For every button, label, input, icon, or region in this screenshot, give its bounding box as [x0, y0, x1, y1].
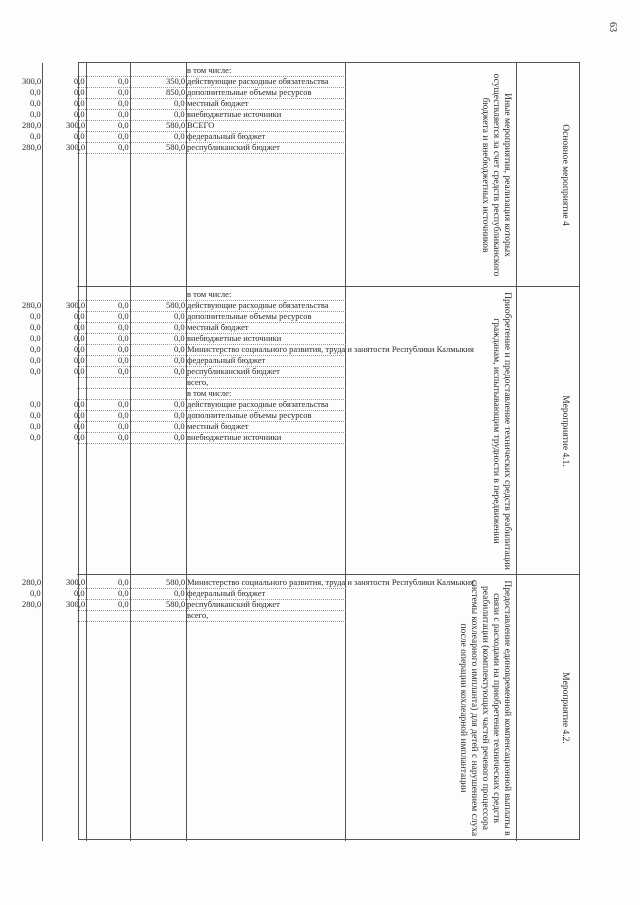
value-cell: 0,0: [30, 366, 41, 376]
value-cell: 0,0: [118, 432, 129, 442]
value-cell: 0,0: [74, 109, 85, 119]
funding-source: действующие расходные обязательства: [187, 399, 329, 409]
value-cell: 280,0: [21, 120, 41, 130]
value-cell: 0,0: [174, 355, 185, 365]
value-cell: 0,0: [74, 588, 85, 598]
funding-source: местный бюджет: [187, 98, 249, 108]
funding-source: действующие расходные обязательства: [187, 76, 329, 86]
funding-source: в том числе:: [187, 388, 232, 398]
value-cell: 0,0: [30, 344, 41, 354]
value-cell: 0,0: [74, 76, 85, 86]
activity-name: Мероприятие 4.1.: [560, 395, 570, 467]
value-cell: 0,0: [30, 432, 41, 442]
value-cell: 0,0: [174, 98, 185, 108]
value-cell: [0, 289, 43, 300]
column-line: [42, 63, 43, 841]
value-cell: 580,0: [165, 577, 185, 587]
value-cell: 0,0: [30, 333, 41, 343]
funding-source: дополнительные объемы ресурсов: [187, 87, 312, 97]
value-cell: 0,0: [118, 98, 129, 108]
value-cell: 0,0: [174, 410, 185, 420]
value-cell: 0,0: [74, 421, 85, 431]
funding-source: федеральный бюджет: [187, 588, 266, 598]
value-cell: 0,0: [118, 322, 129, 332]
funding-source: республиканский бюджет: [187, 142, 280, 152]
value-cell: 300,0: [65, 599, 85, 609]
value-cell: [43, 377, 87, 388]
value-cell: 0,0: [74, 333, 85, 343]
value-cell: 0,0: [118, 577, 129, 587]
value-cell: [131, 377, 187, 388]
funding-source: Министерство социального развития, труда и занятости Республики Калмыкия: [187, 344, 474, 354]
value-cell: 0,0: [118, 588, 129, 598]
column-line: [86, 63, 87, 841]
value-cell: 0,0: [174, 366, 185, 376]
value-cell: 0,0: [118, 76, 129, 86]
value-cell: 0,0: [118, 109, 129, 119]
value-cell: 350,0: [165, 76, 185, 86]
row-rule: [77, 153, 346, 154]
activity-name: Основное мероприятие 4: [560, 124, 570, 226]
funding-source: внебюджетные источники: [187, 333, 282, 343]
value-cell: [87, 289, 131, 300]
value-cell: 0,0: [174, 421, 185, 431]
value-cell: 300,0: [65, 120, 85, 130]
value-cell: 0,0: [118, 120, 129, 130]
value-cell: 280,0: [21, 577, 41, 587]
value-cell: 0,0: [74, 322, 85, 332]
value-cell: 280,0: [21, 142, 41, 152]
value-cell: 0,0: [30, 588, 41, 598]
value-cell: 0,0: [174, 131, 185, 141]
activity-description: Предоставление единовременной компенсационной выплаты в связи с расходами на приобретение технических средств реабилитации (комплектующих частей речевого процессора системы кохлеарного импланта) для детей с нарушением слуха после операции кохлеарной имплантации: [458, 579, 512, 837]
activity-name: Мероприятие 4.2.: [560, 672, 570, 744]
funding-source: в том числе:: [187, 289, 232, 299]
activity-description: Приобретение и предоставление технических средств реабилитации гражданам, испытывающим трудности в передвижении: [491, 292, 512, 570]
funding-source: дополнительные объемы ресурсов: [187, 311, 312, 321]
value-cell: 0,0: [30, 87, 41, 97]
value-cell: 0,0: [118, 311, 129, 321]
column-line: [186, 63, 187, 841]
value-cell: 0,0: [30, 421, 41, 431]
value-cell: 580,0: [165, 300, 185, 310]
value-cell: 0,0: [174, 399, 185, 409]
value-cell: 0,0: [74, 87, 85, 97]
value-cell: 0,0: [118, 131, 129, 141]
value-cell: [131, 289, 187, 300]
value-cell: 0,0: [30, 109, 41, 119]
funding-source: местный бюджет: [187, 421, 249, 431]
row-rule: [77, 621, 346, 622]
value-cell: 0,0: [74, 399, 85, 409]
value-cell: 0,0: [174, 588, 185, 598]
value-cell: 0,0: [74, 410, 85, 420]
value-cell: 0,0: [74, 311, 85, 321]
value-cell: 0,0: [174, 344, 185, 354]
value-cell: [43, 610, 87, 621]
funding-source: республиканский бюджет: [187, 599, 280, 609]
value-cell: 0,0: [74, 344, 85, 354]
value-cell: 300,0: [65, 577, 85, 587]
value-cell: 0,0: [30, 399, 41, 409]
column-line: [130, 63, 131, 841]
value-cell: [43, 65, 87, 76]
value-cell: 0,0: [118, 87, 129, 97]
value-cell: [43, 388, 87, 399]
funding-source: местный бюджет: [187, 322, 249, 332]
funding-source: федеральный бюджет: [187, 355, 266, 365]
funding-source: внебюджетные источники: [187, 109, 282, 119]
value-cell: [87, 377, 131, 388]
funding-source: Министерство социального развития, труда и занятости Республики Калмыкия: [187, 577, 474, 587]
funding-source: федеральный бюджет: [187, 131, 266, 141]
activity-description: Иные мероприятия, реализация которых осуществляется за счет средств республиканского бюджета и внебюджетных источников: [480, 73, 512, 277]
funding-source: действующие расходные обязательства: [187, 300, 329, 310]
value-cell: 0,0: [30, 355, 41, 365]
value-cell: 0,0: [118, 142, 129, 152]
value-cell: 580,0: [165, 142, 185, 152]
value-cell: 0,0: [118, 410, 129, 420]
value-cell: 0,0: [174, 333, 185, 343]
funding-source: всего,: [187, 610, 209, 620]
value-cell: 0,0: [174, 432, 185, 442]
value-cell: [0, 65, 43, 76]
value-cell: 0,0: [30, 98, 41, 108]
funding-source: в том числе:: [187, 65, 232, 75]
value-cell: 0,0: [74, 432, 85, 442]
value-cell: 0,0: [74, 98, 85, 108]
value-cell: 0,0: [118, 399, 129, 409]
value-cell: [0, 610, 43, 621]
value-cell: 300,0: [65, 142, 85, 152]
funding-source: внебюджетные источники: [187, 432, 282, 442]
value-cell: [87, 65, 131, 76]
value-cell: 0,0: [74, 366, 85, 376]
value-cell: [131, 610, 187, 621]
value-cell: 300,0: [21, 76, 41, 86]
value-cell: [87, 610, 131, 621]
value-cell: 0,0: [174, 322, 185, 332]
page-number: 63: [607, 22, 618, 32]
value-cell: 0,0: [74, 355, 85, 365]
value-cell: 300,0: [65, 300, 85, 310]
value-cell: [131, 388, 187, 399]
value-cell: [0, 388, 43, 399]
funding-source: дополнительные объемы ресурсов: [187, 410, 312, 420]
value-cell: 580,0: [165, 599, 185, 609]
value-cell: 0,0: [118, 355, 129, 365]
value-cell: 580,0: [165, 120, 185, 130]
value-cell: 0,0: [118, 421, 129, 431]
value-cell: 0,0: [174, 109, 185, 119]
value-cell: [131, 65, 187, 76]
value-cell: 0,0: [118, 599, 129, 609]
value-cell: 850,0: [165, 87, 185, 97]
value-cell: 0,0: [118, 333, 129, 343]
value-cell: 0,0: [118, 344, 129, 354]
value-cell: 280,0: [21, 599, 41, 609]
value-cell: 0,0: [118, 300, 129, 310]
value-cell: 0,0: [174, 311, 185, 321]
funding-source: республиканский бюджет: [187, 366, 280, 376]
value-cell: 280,0: [21, 300, 41, 310]
value-cell: 0,0: [74, 131, 85, 141]
value-cell: 0,0: [30, 410, 41, 420]
value-cell: 0,0: [30, 311, 41, 321]
value-cell: 0,0: [118, 366, 129, 376]
funding-source: ВСЕГО: [187, 120, 215, 130]
budget-table: [21, 62, 580, 840]
value-cell: [43, 289, 87, 300]
value-cell: [0, 377, 43, 388]
value-cell: 0,0: [30, 131, 41, 141]
funding-source: всего,: [187, 377, 209, 387]
value-cell: 0,0: [30, 322, 41, 332]
value-cell: [87, 388, 131, 399]
row-rule: [77, 443, 346, 444]
